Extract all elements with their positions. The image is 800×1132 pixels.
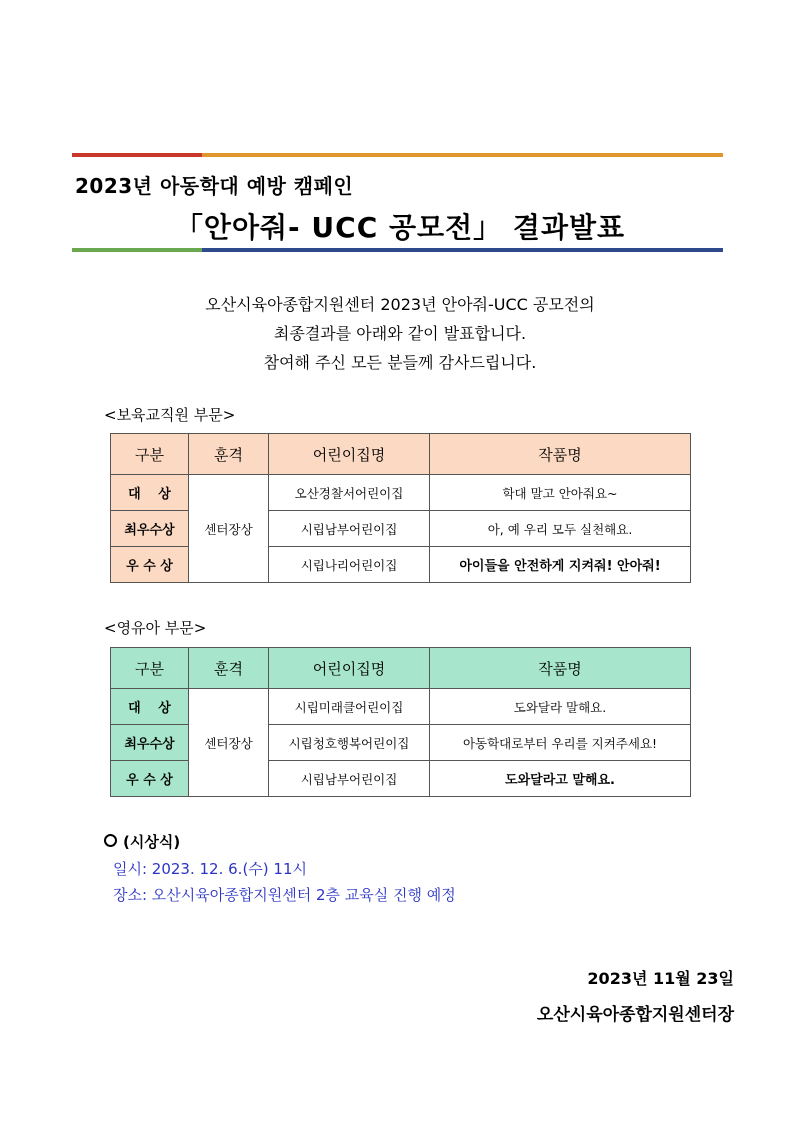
col-header-daycare: 어린이집명: [269, 434, 430, 475]
honor-cell: 센터장상: [189, 475, 269, 583]
signer: 오산시육아종합지원센터장: [536, 1005, 734, 1025]
table-header-row: [111, 648, 691, 689]
circle-bullet-icon: [104, 834, 117, 847]
col-header-category: 구분: [111, 434, 189, 475]
daycare-cell: 시립남부어린이집: [269, 761, 430, 797]
work-cell: 아이들을 안전하게 지켜줘! 안아줘!: [430, 547, 691, 583]
ceremony-place: 장소: 오산시육아종합지원센터 2층 교육실 진행 예정: [113, 886, 456, 904]
header-rule-navy: [202, 248, 723, 252]
announcement-date: 2023년 11월 23일: [587, 969, 734, 988]
table-row: [111, 689, 691, 725]
header-rule-green: [72, 248, 202, 252]
daycare-cell: 오산경찰서어린이집: [269, 475, 430, 511]
col-header-work: 작품명: [430, 434, 691, 475]
col-header-daycare: 어린이집명: [269, 648, 430, 689]
table-header-row: [111, 434, 691, 475]
daycare-cell: 시립나리어린이집: [269, 547, 430, 583]
header-rule-red: [72, 153, 202, 157]
award-cell: 최우수상: [111, 511, 189, 547]
col-header-category: 구분: [111, 648, 189, 689]
award-cell: 대 상: [111, 689, 189, 725]
award-cell: 우 수 상: [111, 547, 189, 583]
work-cell: 도와달라 말해요.: [430, 689, 691, 725]
work-cell: 아, 예 우리 모두 실천해요.: [430, 511, 691, 547]
ceremony-heading-text: (시상식): [123, 833, 181, 851]
staff-results-table: [110, 433, 691, 583]
work-cell: 도와달라고 말해요.: [430, 761, 691, 797]
honor-cell: 센터장상: [189, 689, 269, 797]
work-cell: 학대 말고 안아줘요~: [430, 475, 691, 511]
col-header-honor: 훈격: [189, 648, 269, 689]
table-row: [111, 475, 691, 511]
daycare-cell: 시립청호행복어린이집: [269, 725, 430, 761]
ceremony-date: 일시: 2023. 12. 6.(수) 11시: [113, 860, 307, 878]
intro-line: 최종결과를 아래와 같이 발표합니다.: [273, 324, 527, 343]
campaign-subtitle: 2023년 아동학대 예방 캠페인: [75, 174, 354, 198]
daycare-cell: 시립미래클어린이집: [269, 689, 430, 725]
page-title: 「안아줘- UCC 공모전」 결과발표: [174, 211, 626, 244]
award-cell: 우 수 상: [111, 761, 189, 797]
intro-line: 참여해 주신 모든 분들께 감사드립니다.: [263, 353, 537, 372]
children-results-table: [110, 647, 691, 797]
work-cell: 아동학대로부터 우리를 지켜주세요!: [430, 725, 691, 761]
award-cell: 최우수상: [111, 725, 189, 761]
intro-line: 오산시육아종합지원센터 2023년 안아줘-UCC 공모전의: [205, 295, 595, 314]
col-header-honor: 훈격: [189, 434, 269, 475]
header-rule-orange: [202, 153, 723, 157]
col-header-work: 작품명: [430, 648, 691, 689]
section-label-children: <영유아 부문>: [104, 619, 207, 637]
intro-paragraph: [0, 290, 800, 377]
award-cell: 대 상: [111, 475, 189, 511]
ceremony-heading: [104, 831, 180, 852]
section-label-staff: <보육교직원 부문>: [104, 406, 236, 424]
daycare-cell: 시립남부어린이집: [269, 511, 430, 547]
